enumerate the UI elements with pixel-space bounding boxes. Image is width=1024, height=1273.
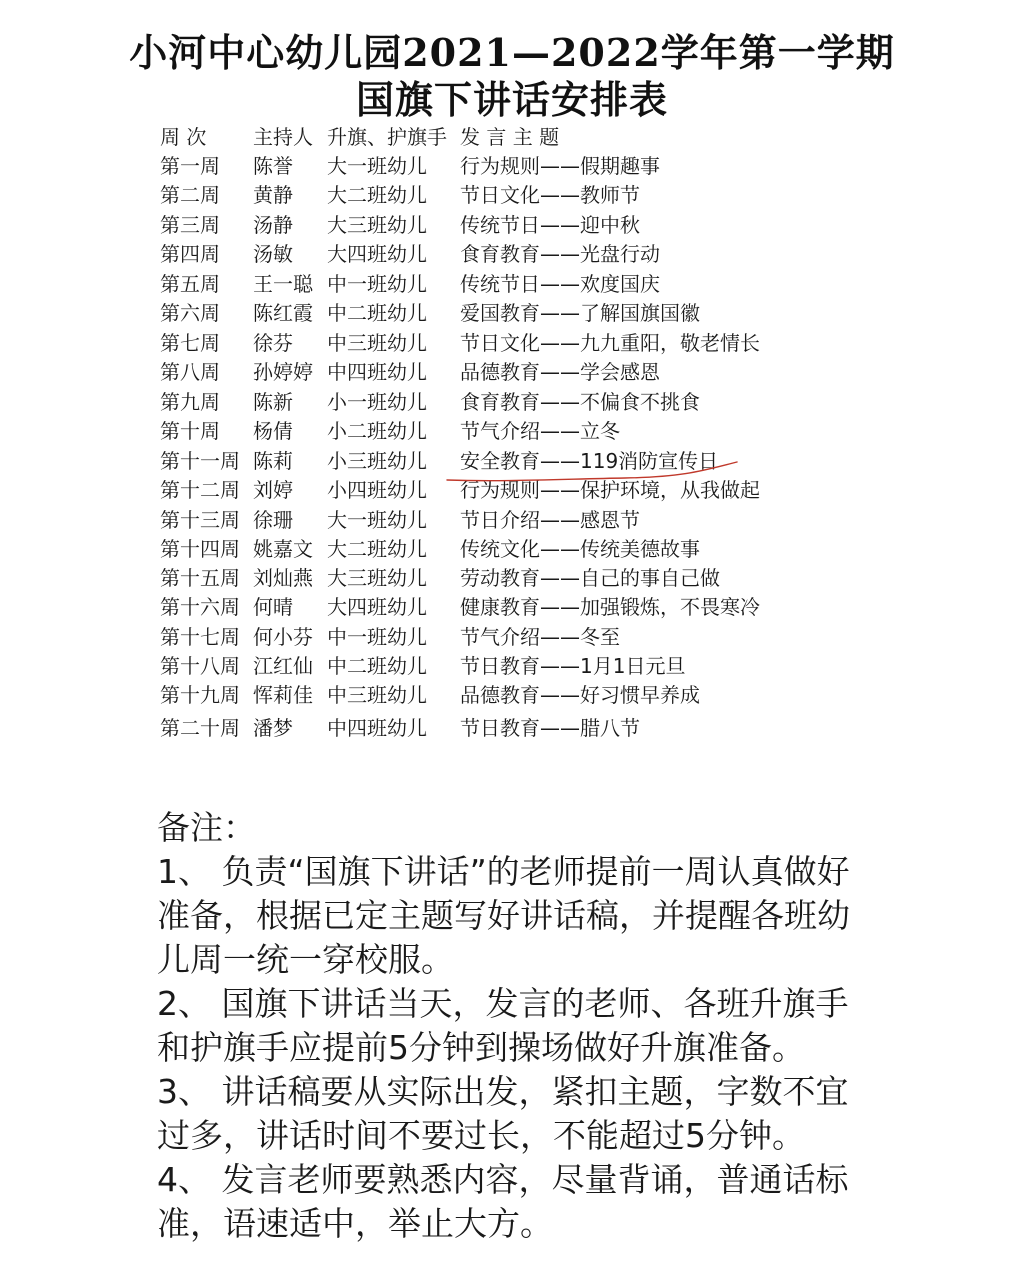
row-week: 第十三周 <box>160 508 240 532</box>
row-topic: 传统节日——迎中秋 <box>460 213 640 237</box>
row-flag-class: 大一班幼儿 <box>327 154 427 178</box>
header-week: 周 次 <box>160 125 207 149</box>
row-week: 第三周 <box>160 213 220 237</box>
row-topic: 节气介绍——立冬 <box>460 419 620 443</box>
row-host: 徐芬 <box>253 331 293 355</box>
row-flag-class: 中四班幼儿 <box>327 716 427 740</box>
row-host: 刘灿燕 <box>253 566 313 590</box>
row-topic: 健康教育——加强锻炼，不畏寒冷 <box>460 595 760 619</box>
row-topic: 食育教育——光盘行动 <box>460 242 660 266</box>
row-flag-class: 大三班幼儿 <box>327 566 427 590</box>
row-host: 王一聪 <box>253 272 313 296</box>
row-host: 何小芬 <box>253 625 313 649</box>
row-host: 江红仙 <box>253 654 313 678</box>
row-week: 第十周 <box>160 419 220 443</box>
row-host: 陈红霞 <box>253 301 313 325</box>
row-flag-class: 小四班幼儿 <box>327 478 427 502</box>
row-flag-class: 大一班幼儿 <box>327 508 427 532</box>
row-topic: 节气介绍——冬至 <box>460 625 620 649</box>
row-week: 第十一周 <box>160 449 240 473</box>
row-host: 潘梦 <box>253 716 293 740</box>
row-flag-class: 小二班幼儿 <box>327 419 427 443</box>
remarks-section <box>157 806 877 1246</box>
row-flag-class: 中一班幼儿 <box>327 625 427 649</box>
row-flag-class: 中二班幼儿 <box>327 654 427 678</box>
row-topic: 传统文化——传统美德故事 <box>460 537 700 561</box>
row-topic: 爱国教育——了解国旗国徽 <box>460 301 700 325</box>
row-week: 第十五周 <box>160 566 240 590</box>
row-week: 第九周 <box>160 390 220 414</box>
row-flag-class: 中四班幼儿 <box>327 360 427 384</box>
row-week: 第七周 <box>160 331 220 355</box>
row-week: 第六周 <box>160 301 220 325</box>
row-topic: 行为规则——假期趣事 <box>460 154 660 178</box>
row-topic: 节日文化——九九重阳，敬老情长 <box>460 331 760 355</box>
row-host: 恽莉佳 <box>253 683 313 707</box>
row-topic: 节日介绍——感恩节 <box>460 508 640 532</box>
row-host: 刘婷 <box>253 478 293 502</box>
header-flag-bearers: 升旗、护旗手 <box>327 125 447 149</box>
row-flag-class: 大二班幼儿 <box>327 183 427 207</box>
remarks-heading: 备注： <box>157 808 256 847</box>
row-flag-class: 中三班幼儿 <box>327 331 427 355</box>
remark-item: 1、 负责“国旗下讲话”的老师提前一周认真做好准备，根据已定主题写好讲话稿，并提醒各班幼儿周一统一穿校服。 <box>157 852 850 979</box>
row-topic: 品德教育——好习惯早养成 <box>460 683 700 707</box>
row-host: 徐珊 <box>253 508 293 532</box>
row-topic: 节日文化——教师节 <box>460 183 640 207</box>
row-week: 第五周 <box>160 272 220 296</box>
remark-item: 3、 讲话稿要从实际出发，紧扣主题，字数不宜过多，讲话时间不要过长，不能超过5分钟。 <box>157 1072 849 1155</box>
remark-item: 4、 发言老师要熟悉内容，尽量背诵，普通话标准，语速适中，举止大方。 <box>157 1160 849 1243</box>
row-week: 第一周 <box>160 154 220 178</box>
header-host: 主持人 <box>253 125 313 149</box>
row-flag-class: 小三班幼儿 <box>327 449 427 473</box>
row-week: 第八周 <box>160 360 220 384</box>
row-week: 第十九周 <box>160 683 240 707</box>
row-week: 第二十周 <box>160 716 240 740</box>
row-host: 汤静 <box>253 213 293 237</box>
row-topic: 节日教育——腊八节 <box>460 716 640 740</box>
row-topic: 品德教育——学会感恩 <box>460 360 660 384</box>
row-host: 姚嘉文 <box>253 537 313 561</box>
remark-item: 2、 国旗下讲话当天，发言的老师、各班升旗手和护旗手应提前5分钟到操场做好升旗准备。 <box>157 984 849 1067</box>
row-week: 第十二周 <box>160 478 240 502</box>
row-flag-class: 大四班幼儿 <box>327 242 427 266</box>
row-topic: 食育教育——不偏食不挑食 <box>460 390 700 414</box>
row-host: 孙婷婷 <box>253 360 313 384</box>
page-title-line2: 国旗下讲话安排表 <box>355 77 668 122</box>
row-topic: 安全教育——119消防宣传日 <box>460 449 719 473</box>
row-host: 汤敏 <box>253 242 293 266</box>
row-week: 第十八周 <box>160 654 240 678</box>
row-host: 黄静 <box>253 183 293 207</box>
row-flag-class: 大三班幼儿 <box>327 213 427 237</box>
row-topic: 传统节日——欢度国庆 <box>460 272 660 296</box>
row-host: 杨倩 <box>253 419 293 443</box>
row-week: 第四周 <box>160 242 220 266</box>
page-title-line1: 小河中心幼儿园2021—2022学年第一学期 <box>129 30 895 75</box>
row-week: 第十六周 <box>160 595 240 619</box>
red-pen-stroke <box>447 462 737 481</box>
row-topic: 劳动教育——自己的事自己做 <box>460 566 720 590</box>
handwritten-underline-mark <box>445 456 745 484</box>
row-host: 陈莉 <box>253 449 293 473</box>
row-host: 陈新 <box>253 390 293 414</box>
row-topic: 行为规则——保护环境，从我做起 <box>460 478 760 502</box>
row-topic: 节日教育——1月1日元旦 <box>460 654 686 678</box>
row-flag-class: 中三班幼儿 <box>327 683 427 707</box>
row-week: 第十七周 <box>160 625 240 649</box>
header-topic: 发 言 主 题 <box>460 125 560 149</box>
row-host: 何晴 <box>253 595 293 619</box>
row-flag-class: 中二班幼儿 <box>327 301 427 325</box>
row-host: 陈誉 <box>253 154 293 178</box>
row-flag-class: 大二班幼儿 <box>327 537 427 561</box>
row-flag-class: 大四班幼儿 <box>327 595 427 619</box>
row-flag-class: 中一班幼儿 <box>327 272 427 296</box>
row-week: 第二周 <box>160 183 220 207</box>
row-week: 第十四周 <box>160 537 240 561</box>
row-flag-class: 小一班幼儿 <box>327 390 427 414</box>
